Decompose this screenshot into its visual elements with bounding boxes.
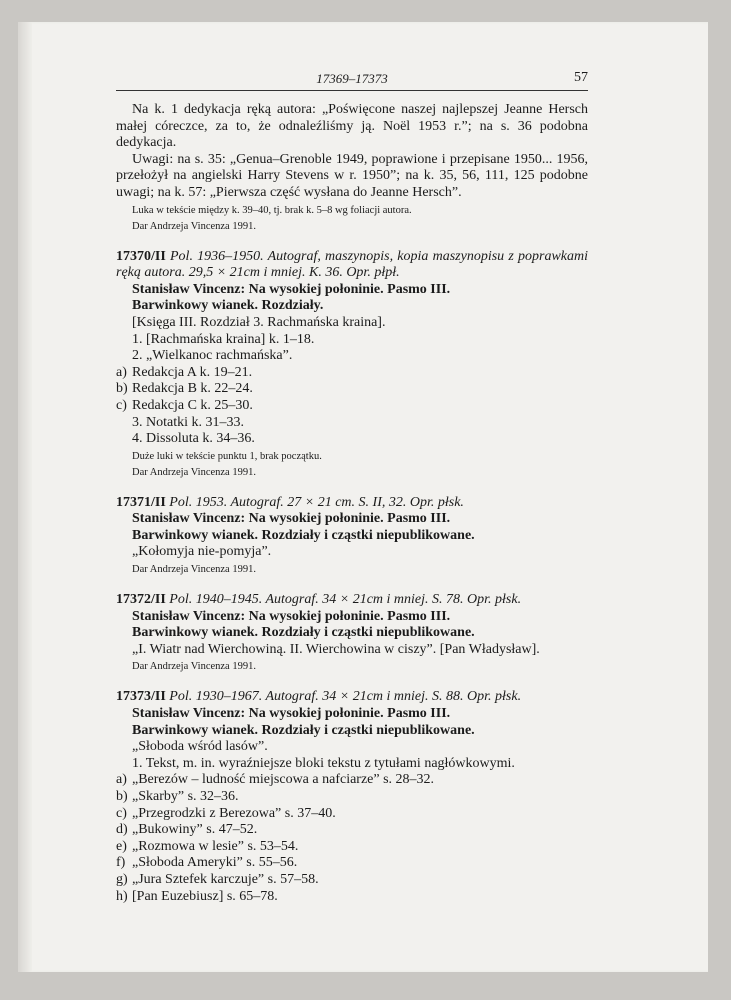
- item-text: „Jura Sztefek karczuje” s. 57–58.: [132, 871, 319, 887]
- item-text: „Rozmowa w lesie” s. 53–54.: [132, 838, 299, 854]
- entry-description: Pol. 1940–1945. Autograf. 34 × 21cm i mniej. S. 78. Opr. płsk.: [169, 592, 522, 608]
- item-text: [Pan Euzebiusz] s. 65–78.: [132, 888, 278, 904]
- page-content: [116, 102, 588, 905]
- entry-content-line: [116, 872, 588, 889]
- page-fold-shadow: [18, 22, 32, 972]
- item-text: Redakcja B k. 22–24.: [132, 381, 253, 397]
- item-label: b): [116, 381, 128, 397]
- item-text: „I. Wiatr nad Wierchowiną. II. Wierchowina w ciszy”. [Pan Władysław].: [132, 641, 540, 657]
- entry-content-line: [116, 889, 588, 906]
- entry-content-line: [116, 398, 588, 415]
- entry-title-line: Stanisław Vincenz: Na wysokiej połoninie. Pasmo III.: [132, 511, 451, 527]
- entry-heading: [116, 495, 588, 512]
- entry-id: 17372/II: [116, 592, 166, 608]
- entry-id: 17373/II: [116, 689, 166, 705]
- entry-heading: [116, 689, 588, 706]
- entry-description: Pol. 1953. Autograf. 27 × 21 cm. S. II, 32. Opr. płsk.: [169, 494, 464, 510]
- entry-note: Dar Andrzeja Vincenza 1991.: [132, 466, 256, 478]
- item-label: b): [116, 789, 128, 804]
- item-text: „Berezów – ludność miejscowa a nafciarze” s. 28–32.: [132, 772, 435, 788]
- entry-content-line: [116, 642, 588, 659]
- item-label: h): [116, 888, 128, 904]
- entry-content-line: [116, 332, 588, 349]
- entry-heading: [116, 592, 588, 609]
- entry-content-line: [116, 839, 588, 856]
- entry-description: Pol. 1936–1950. Autograf, maszynopis, kopia maszynopisu z poprawkami ręką autora. 29,5 × 21cm i mniej. K. 36. Opr. płpł.: [116, 248, 589, 281]
- entry-content-line: [116, 381, 588, 398]
- item-label: g): [116, 871, 128, 887]
- item-label: a): [116, 772, 127, 788]
- intro-note: Luka w tekście między k. 39–40, tj. brak k. 5–8 wg foliacji autora.: [132, 204, 412, 216]
- entry-content-line: [116, 348, 588, 365]
- catalog-entry: [116, 495, 588, 577]
- item-text: „Bukowiny” s. 47–52.: [132, 822, 258, 838]
- catalog-entry: [116, 249, 588, 480]
- entry-id: 17370/II: [116, 248, 166, 264]
- entry-heading: [116, 249, 588, 282]
- header-range: 17369–17373: [316, 71, 388, 86]
- item-text: „Słoboda wśród lasów”.: [132, 739, 268, 755]
- intro-paragraph: Uwagi: na s. 35: „Genua–Grenoble 1949, poprawione i przepisane 1950... 1956, przełożył na angielski Harry Stevens w r. 1950”; na k. 35, 56, 111, 125 podobne uwagi; na k. 57: „Pierwsza część wysłana do Jeanne Hersch”.: [116, 151, 588, 200]
- item-text: „Słoboda Ameryki” s. 55–56.: [132, 855, 298, 871]
- entry-title-line: Stanisław Vincenz: Na wysokiej połoninie. Pasmo III.: [132, 608, 451, 624]
- entry-content-line: [116, 756, 588, 773]
- entry-content-line: [116, 415, 588, 432]
- item-label: c): [116, 397, 127, 413]
- entry-content-line: [116, 315, 588, 332]
- page-number: 57: [574, 70, 588, 85]
- intro-paragraph: Na k. 1 dedykacja ręką autora: „Poświęcone naszej najlepszej Jeanne Hersch małej córeczce, za to, że odnaleźliśmy ją. Noël 1953 r.”; na s. 36 podobna dedykacja.: [116, 102, 588, 151]
- entry-title-line: Stanisław Vincenz: Na wysokiej połoninie. Pasmo III.: [132, 281, 451, 297]
- document-page: [18, 22, 708, 972]
- item-text: 1. [Rachmańska kraina] k. 1–18.: [132, 331, 315, 347]
- entry-content-line: [116, 806, 588, 823]
- entry-note: Dar Andrzeja Vincenza 1991.: [132, 564, 256, 576]
- catalog-entry: [116, 689, 588, 905]
- entry-content-line: [116, 855, 588, 872]
- entry-content-line: [116, 772, 588, 789]
- running-header: [116, 70, 588, 91]
- catalog-entry: [116, 592, 588, 674]
- item-label: c): [116, 805, 127, 821]
- entry-content-line: [116, 365, 588, 382]
- entry-id: 17371/II: [116, 494, 166, 510]
- entry-title-line: Barwinkowy wianek. Rozdziały i cząstki niepublikowane.: [132, 527, 475, 543]
- item-text: „Kołomyja nie-pomyja”.: [132, 544, 272, 560]
- entry-title-line: Barwinkowy wianek. Rozdziały i cząstki niepublikowane.: [132, 625, 475, 641]
- entry-description: Pol. 1930–1967. Autograf. 34 × 21cm i mniej. S. 88. Opr. płsk.: [169, 689, 522, 705]
- entry-content-line: [116, 789, 588, 806]
- item-text: Redakcja A k. 19–21.: [132, 364, 253, 380]
- entry-note: Duże luki w tekście punktu 1, brak początku.: [132, 450, 322, 462]
- entry-content-line: [116, 822, 588, 839]
- item-label: e): [116, 838, 127, 854]
- entry-content-line: [116, 739, 588, 756]
- item-label: d): [116, 822, 128, 838]
- item-text: „Skarby” s. 32–36.: [132, 789, 239, 804]
- item-label: a): [116, 364, 127, 380]
- item-text: 2. „Wielkanoc rachmańska”.: [132, 348, 293, 364]
- item-text: 1. Tekst, m. in. wyraźniejsze bloki tekstu z tytułami nagłówkowymi.: [132, 755, 515, 771]
- item-text: „Przegrodzki z Berezowa” s. 37–40.: [132, 805, 336, 821]
- intro-block: [116, 102, 588, 234]
- entry-note: Dar Andrzeja Vincenza 1991.: [132, 661, 256, 673]
- entry-title-line: Stanisław Vincenz: Na wysokiej połoninie. Pasmo III.: [132, 706, 451, 722]
- entry-title-line: Barwinkowy wianek. Rozdziały i cząstki niepublikowane.: [132, 722, 475, 738]
- item-text: [Księga III. Rozdział 3. Rachmańska kraina].: [132, 314, 386, 330]
- entry-content-line: [116, 544, 588, 561]
- item-label: f): [116, 855, 126, 871]
- item-text: 3. Notatki k. 31–33.: [132, 414, 244, 430]
- item-text: 4. Dissoluta k. 34–36.: [132, 431, 255, 447]
- entry-title-line: Barwinkowy wianek. Rozdziały.: [132, 298, 324, 314]
- catalog-entries: [116, 249, 588, 906]
- entry-content-line: [116, 431, 588, 448]
- item-text: Redakcja C k. 25–30.: [132, 397, 253, 413]
- intro-note: Dar Andrzeja Vincenza 1991.: [132, 220, 256, 232]
